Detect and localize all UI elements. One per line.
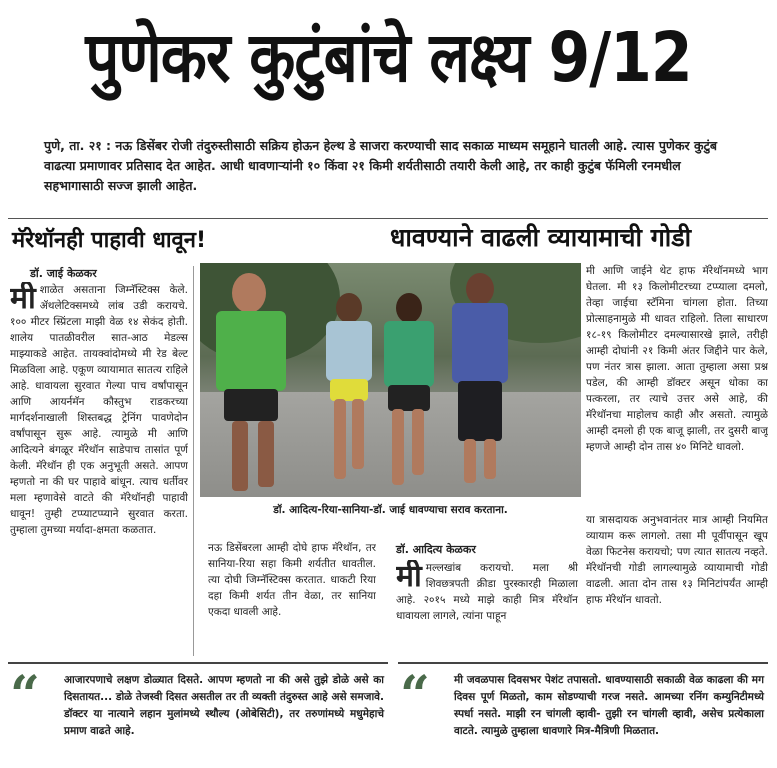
quote-text: मी जवळपास दिवसभर पेशंट तपासतो. धावण्यासाठी सकाळी वेळ काढला की मग दिवस पूर्ण मिळतो, काम सोडण्याची गरज नसते. आमच्या रनिंग कम्युनिटीमध्ये स्पर्धा नसते. माझी रन चांगली व्हावी- तुझी रन चांगली व्हावी, असेच प्रत्येकाला वाटते. त्यामुळे तुम्हाला धावणारे मित्र-मैत्रिणी मिळतात. <box>454 674 764 737</box>
dropcap: मी <box>10 282 36 316</box>
left-article-body <box>10 282 188 654</box>
runner-girl-2 <box>378 293 442 493</box>
right-column-text-2: या त्रासदायक अनुभवानंतर मात्र आम्ही नियमित व्यायाम करू लागलो. तसा मी पूर्वीपासून खूप वेळा फिटनेस करायचो; पण त्यात सातत्य नव्हते. मॅरेथॉनची गोडी लागल्यामुळे व्यायामाची गोडी वाढली. आता दोन तास १३ मिनिटांपर्यंत आम्ही हाफ मॅरेथॉन धावतो. <box>586 514 768 606</box>
runner-woman <box>446 273 516 493</box>
left-body-text: शाळेत असताना जिम्नॅस्टिक्स केले. ॲथलेटिक्समध्ये लांब उडी करायचे. १०० मीटर स्प्रिंटला माझी वेळ १४ सेकंद होती. शालेय पातळीवरील सात-आठ मेडल्स माझ्याकडे आहेत. तायक्वांदोमध्ये मी रेड बेल्ट मिळविला आहे. एकूण व्यायामात सातत्य राहिले आहे. धावायला सुरवात गेल्या पाच वर्षांपासून आणि आयर्नमॅन कौस्तुभ राडकरच्या मार्गदर्शनाखाली शिस्तबद्ध ट्रेनिंग पावणेदोन वर्षांपासून सुरू आहे. त्यामुळे मी आणि आदित्यने बंगळूर मॅरेथॉन साडेपाच तासांत पूर्ण केली. मॅरेथॉन ही एक अनुभूती असते. आपण म्हणतो ना की घर पाहावे बांधून. त्याच धर्तीवर मला म्हणावेसे वाटते की मॅरेथॉनही पाहावी धावून! तुम्ही टप्प्याटप्प्याने सुरवात करता. तुम्हाला तुमच्या मर्यादा-क्षमता कळतात. <box>10 284 188 536</box>
dateline: पुणे, ता. २१ : <box>44 138 112 153</box>
quote-box-left <box>8 662 388 760</box>
quote-box-right <box>398 662 768 760</box>
headline: पुणेकर कुटुंबांचे लक्ष्य 9/12 <box>85 17 692 99</box>
runner-man <box>210 273 300 497</box>
column-rule <box>193 266 194 656</box>
right-sub-text <box>396 560 578 656</box>
quote-mark-icon: “ <box>400 665 430 726</box>
middle-column-text: नऊ डिसेंबरला आम्ही दोघे हाफ मॅरेथॉन, तर सानिया-रिया सहा किमी शर्यतीत धावतील. त्या दोघी जिम्नॅस्टिक्स करतात. धाकटी रिया दहा किमी शर्यत तीन वेळा, तर सानिया एकदा धावली आहे. <box>208 542 376 618</box>
intro-paragraph <box>44 136 744 196</box>
left-byline: डॉ. जाई केळकर <box>30 267 97 280</box>
photo-caption: डॉ. आदित्य-रिया-सानिया-डॉ. जाई धावण्याचा सराव करताना. <box>273 504 508 516</box>
right-sub-body: मल्लखांब करायचो. मला श्री शिवछत्रपती क्रीडा पुरस्कारही मिळाला आहे. २०१५ मध्ये माझे काही मित्र मॅरेथॉन धावायला लागले, त्यांना पाहून <box>396 562 578 622</box>
quote-text: आजारपणाचे लक्षण डोळ्यात दिसते. आपण म्हणतो ना की असे तुझे डोळे असे का दिसतायत... डोळे तेजस्वी दिसत असतील तर ती व्यक्ती तंदुरुस्त आहे असे समजावे. डॉक्टर या नात्याने लहान मुलांमध्ये स्थौल्य (ओबेसिटी), तर तरुणांमध्ये मधुमेहाचे प्रमाण वाढते आहे. <box>64 674 384 737</box>
section-divider <box>8 218 768 219</box>
right-byline: डॉ. आदित्य केळकर <box>396 543 476 556</box>
dropcap: मी <box>396 560 422 594</box>
quote-mark-icon: “ <box>10 665 40 726</box>
runner-girl-1 <box>320 293 380 493</box>
intro-text: नऊ डिसेंबर रोजी तंदुरुस्तीसाठी सक्रिय होऊन हेल्थ डे साजरा करण्याची साद सकाळ माध्यम समूहाने घातली आहे. त्यास पुणेकर कुटुंब वाढत्या प्रमाणावर प्रतिसाद देत आहेत. आधी धावणाऱ्यांनी १० किंवा २१ किमी शर्यतीसाठी तयारी केली आहे, तर काही कुटुंब फॅमिली रनमधील सहभागासाठी सज्ज झाली आहेत. <box>44 138 718 193</box>
right-column-text: मी आणि जाईने थेट हाफ मॅरेथॉनमध्ये भाग घेतला. मी १३ किलोमीटरच्या टप्प्याला दमलो, तेव्हा जाईचा स्टॅमिना चांगला होता. तिच्या प्रोत्साहनामुळे मी धावत राहिलो. तिला साधारण १८-१९ किलोमीटर दमल्यासारखे झाले, तरीही आम्ही दोघांनी २१ किमी अंतर जिद्दीने पार केले, पण नंतर त्रास झाला. आता तुम्हाला असा प्रश्न पडेल, की आम्ही डॉक्टर असून धोका का पत्करला, तर त्याचे उत्तर असे आहे, की मॅरेथॉनचा माहोलच काही और असतो. त्यामुळे आम्ही दमलो ही एक बाजू झाली, तर दुसरी बाजू म्हणजे आम्ही दोन तास ४० मिनिटे धावलो. <box>586 265 768 453</box>
left-article-title: मॅरेथॉनही पाहावी धावून! <box>12 228 207 253</box>
runners-photo <box>200 263 581 497</box>
right-article-title: धावण्याने वाढली व्यायामाची गोडी <box>390 223 692 252</box>
